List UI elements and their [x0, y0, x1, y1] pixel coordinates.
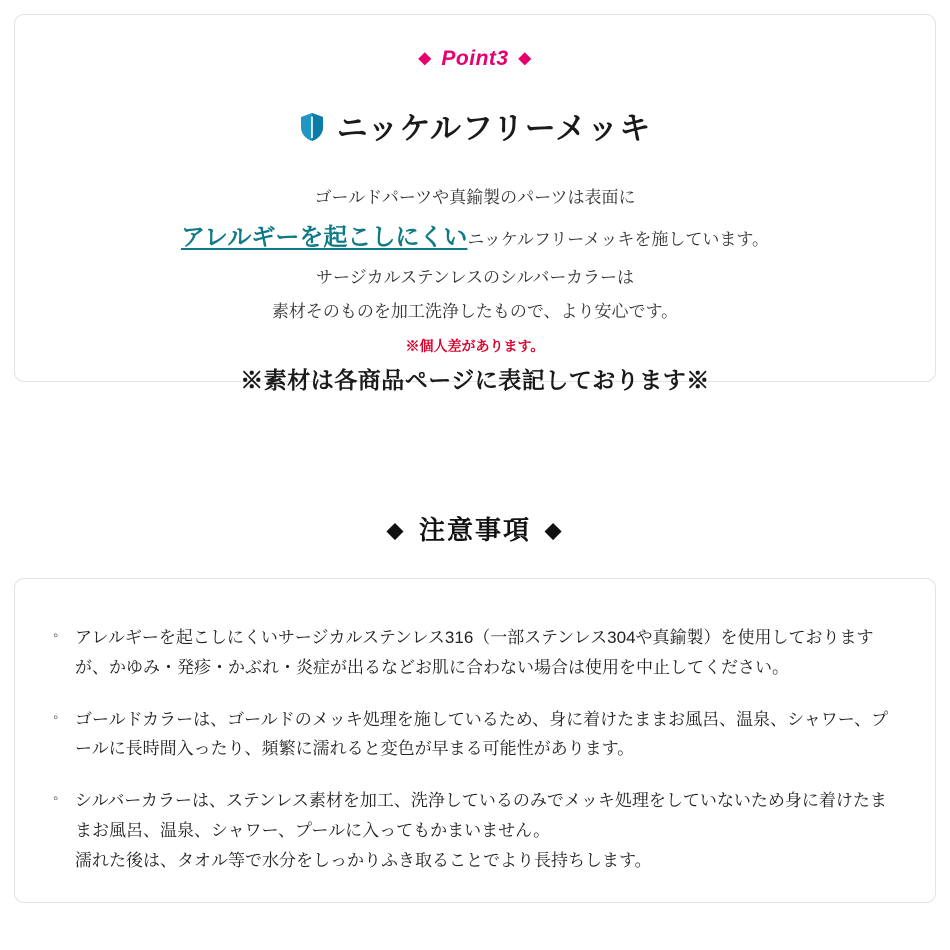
- diamond-left-icon: ◆: [386, 519, 405, 542]
- body-line-1: ゴールドパーツや真鍮製のパーツは表面に: [314, 188, 636, 207]
- list-item-line: ゴールドカラーは、ゴールドのメッキ処理を施しているため、身に着けたままお風呂、温泉、シャワー、プールに長時間入ったり、頻繁に濡れると変色が早まる可能性があります。: [75, 709, 889, 759]
- diamond-right-icon: ◆: [545, 519, 564, 542]
- point-label: [15, 47, 935, 71]
- diamond-left-icon: ◆: [418, 50, 432, 67]
- shield-icon: [299, 112, 325, 142]
- list-item-line: 濡れた後は、タオル等で水分をしっかりふき取ることでより長持ちします。: [75, 850, 652, 870]
- list-item: [49, 786, 901, 875]
- body-line-2: [15, 218, 935, 258]
- list-item-line: アレルギーを起こしにくいサージカルステンレス316（一部ステンレス304や真鍮製）を使用しておりますが、かゆみ・発疹・かぶれ・炎症が出るなどお肌に合わない場合は使用を中止してください。: [75, 628, 874, 677]
- caution-card: [14, 578, 936, 903]
- bullet-marker-icon: ◦: [53, 790, 59, 807]
- bullet-marker-icon: ◦: [53, 627, 59, 644]
- point3-title: [15, 103, 935, 148]
- bullet-marker-icon: ◦: [53, 708, 59, 726]
- material-note: ※素材は各商品ページに表記しております※: [240, 366, 710, 393]
- diamond-right-icon: ◆: [518, 50, 532, 67]
- point-label-text: Point3: [441, 47, 509, 70]
- body-line-3: サージカルステンレスのシルバーカラーは: [315, 267, 635, 287]
- list-item: [49, 623, 901, 683]
- point3-body: [15, 184, 935, 400]
- point3-card: [14, 14, 936, 393]
- caution-heading: [0, 510, 950, 547]
- body-line-2-rest: ニッケルフリーメッキを施しています。: [467, 230, 770, 250]
- list-item-line: シルバーカラーは、ステンレス素材を加工、洗浄しているのみでメッキ処理をしていないため身に着けたままお風呂、温泉、シャワー、プールに入ってもかまいません。: [75, 791, 887, 840]
- caution-list: [49, 623, 901, 875]
- caution-heading-text: 注意事項: [418, 515, 531, 545]
- individual-difference-note: ※個人差があります。: [405, 337, 545, 354]
- point3-title-text: ニッケルフリーメッキ: [336, 111, 652, 146]
- body-line-4: 素材そのものを加工洗浄したもので、より安心です。: [271, 301, 679, 321]
- list-item: [49, 705, 901, 765]
- allergy-emphasis-text: アレルギーを起こしにくい: [180, 224, 468, 252]
